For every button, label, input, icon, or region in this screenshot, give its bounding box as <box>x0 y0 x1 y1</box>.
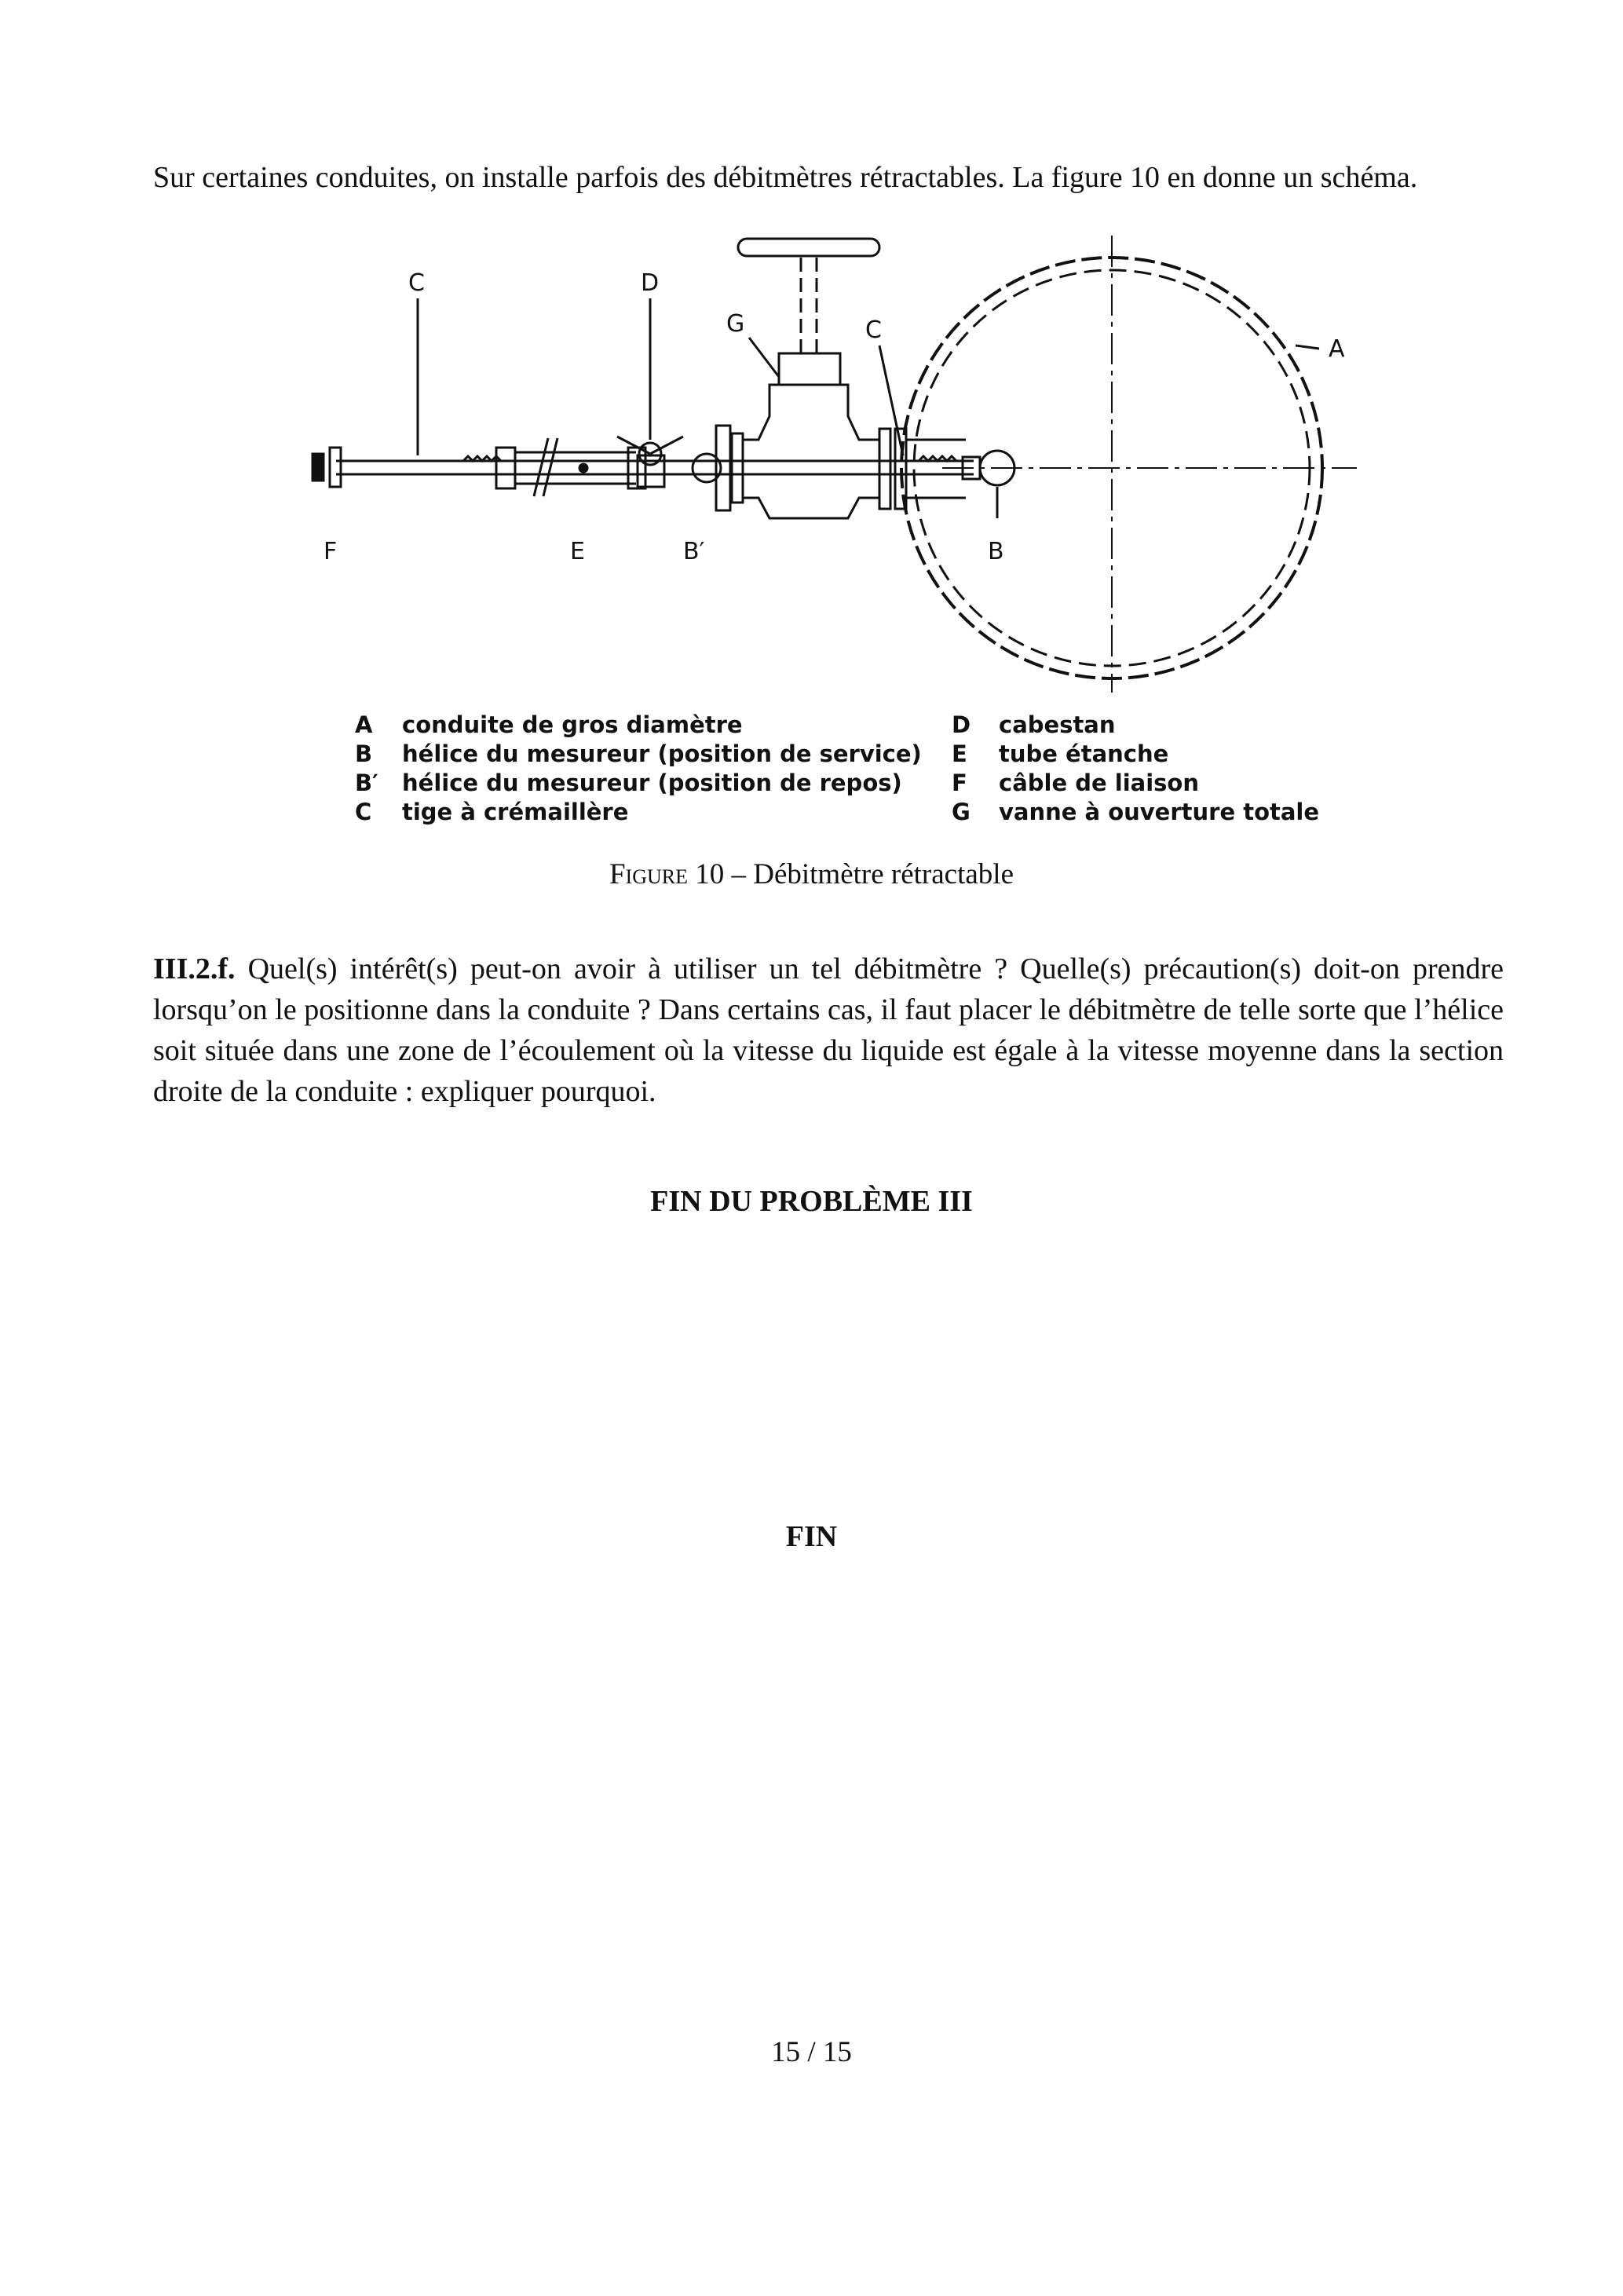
label-a: A <box>1329 335 1345 363</box>
label-f: F <box>324 538 338 565</box>
legend-item: B′ hélice du mesureur (position de repos) <box>355 770 902 796</box>
label-c-right: C <box>865 316 882 344</box>
label-e: E <box>570 538 585 565</box>
tube-coupling-left <box>496 448 515 488</box>
flowmeter-schematic <box>298 228 1382 715</box>
figure-10-diagram <box>298 228 1382 715</box>
caption-text: – Débitmètre rétractable <box>724 858 1014 890</box>
legend-item: D cabestan <box>952 711 1116 738</box>
legend-item: E tube étanche <box>952 740 1169 767</box>
label-c-left: C <box>408 269 425 297</box>
figure-caption <box>0 857 1623 891</box>
valve-flange-right <box>879 429 890 509</box>
cable-end <box>313 454 324 481</box>
valve-handwheel <box>738 239 879 256</box>
legend-right <box>952 711 1319 827</box>
legend-item: G vanne à ouverture totale <box>952 799 1320 825</box>
intro-paragraph: Sur certaines conduites, on installe parfois des débitmètres rétractables. La figure 10 en donne un schéma. <box>153 161 1418 194</box>
label-b: B <box>988 538 1004 565</box>
legend-left <box>355 711 922 827</box>
leader-a <box>1296 345 1319 349</box>
caption-prefix: Figure 10 <box>609 858 725 890</box>
legend-item: B hélice du mesureur (position de service) <box>355 740 922 767</box>
end-cap <box>330 448 341 487</box>
label-g: G <box>726 310 745 338</box>
label-b-prime: B′ <box>683 538 705 565</box>
retracted-flange <box>716 426 730 510</box>
legend-item: C tige à crémaillère <box>355 799 629 825</box>
page-number: 15 / 15 <box>771 2036 852 2068</box>
valve-bonnet <box>779 353 840 385</box>
legend-item: F câble de liaison <box>952 770 1199 796</box>
question-paragraph <box>153 949 1504 1112</box>
tube-point-e <box>579 464 587 472</box>
question-number: III.2.f. <box>153 952 236 985</box>
end-problem-heading: FIN DU PROBLÈME III <box>650 1185 973 1218</box>
question-text: Quel(s) intérêt(s) peut-on avoir à utiliser un tel débitmètre ? Quelle(s) précaution(s) doit-on prendre lorsqu’on le positionne dans la conduite ? Dans certains cas, il faut placer le débitmètre de telle sorte que l’hélice soit située dans une zone de l’écoulement où la vitesse du liquide est égale à la vitesse moyenne dans la section droite de la conduite : expliquer pourquoi. <box>153 952 1504 1108</box>
retracted-flange-2 <box>732 433 743 503</box>
legend-item: A conduite de gros diamètre <box>355 711 743 738</box>
label-d: D <box>641 269 660 297</box>
valve-body <box>743 385 879 518</box>
leader-g <box>749 338 779 377</box>
end-heading: FIN <box>785 1520 838 1553</box>
